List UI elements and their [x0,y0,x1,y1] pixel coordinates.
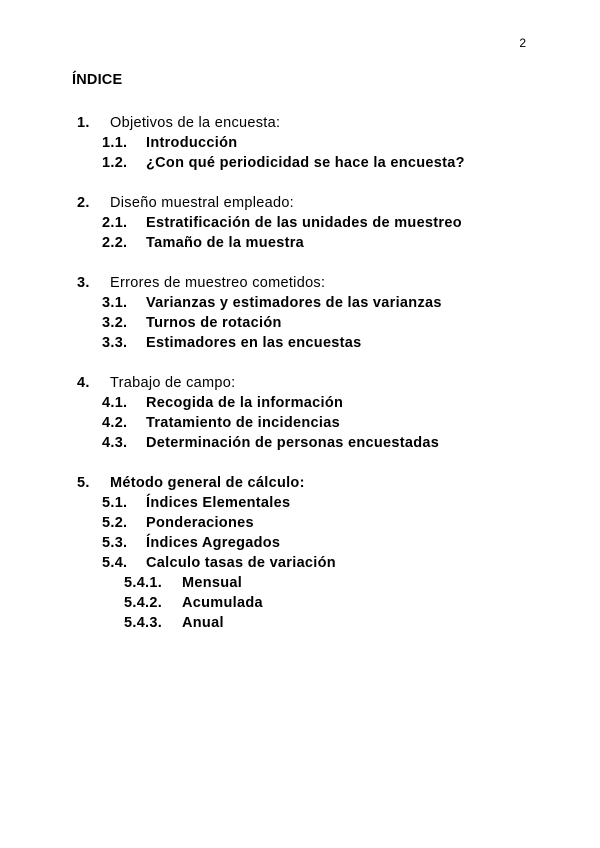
toc-subentry [0,133,600,153]
toc-entry-label: Objetivos de la encuesta: [110,115,281,131]
toc-subentry [0,393,600,413]
toc-subentry-number: 1.2. [102,155,128,171]
toc-entry-number: 5. [77,475,90,491]
toc-subentry [0,493,600,513]
toc-subentry-label: Tratamiento de incidencias [146,415,340,431]
toc-subsubentry-label: Mensual [182,575,243,591]
toc-subentry-number: 4.1. [102,395,128,411]
toc-subentry-label: Estimadores en las encuestas [146,335,362,351]
toc-entry-label: Errores de muestreo cometidos: [110,275,326,291]
toc-entry-label: Trabajo de campo: [110,375,236,391]
toc-entry [0,193,600,213]
toc-subentry [0,533,600,553]
toc-subentry [0,513,600,533]
toc-entry [0,273,600,293]
toc-subentry-label: Determinación de personas encuestadas [146,435,440,451]
toc-entry-number: 2. [77,195,90,211]
toc-section-4 [0,373,600,453]
toc-subentry-number: 5.3. [102,535,128,551]
toc-subentry-number: 5.1. [102,495,128,511]
toc-subentry-number: 3.3. [102,335,128,351]
toc-subsubentry-number: 5.4.2. [124,595,163,611]
toc-subentry-label: Índices Agregados [146,535,281,551]
toc-subentry-number: 1.1. [102,135,128,151]
toc-subentry [0,413,600,433]
toc-subentry-label: ¿Con qué periodicidad se hace la encuesta? [146,155,465,171]
toc-entry [0,473,600,493]
toc-subentry [0,553,600,573]
toc-subsubentry-number: 5.4.1. [124,575,163,591]
toc-subentry [0,153,600,173]
toc-section-5 [0,473,600,633]
toc-subsubentry-number: 5.4.3. [124,615,163,631]
toc-subentry-number: 2.1. [102,215,128,231]
toc-entry-number: 4. [77,375,90,391]
toc-subentry [0,433,600,453]
toc-entry-number: 3. [77,275,90,291]
toc-subentry-label: Introducción [146,135,238,151]
toc-subentry-number: 4.2. [102,415,128,431]
toc-subsubentry [0,593,600,613]
toc-subsubentry [0,613,600,633]
page-number: 2 [519,36,526,50]
toc-subentry-number: 3.2. [102,315,128,331]
toc-subentry-label: Estratificación de las unidades de muestreo [146,215,462,231]
toc-subsubentry-label: Anual [182,615,224,631]
toc-subentry-label: Turnos de rotación [146,315,282,331]
toc-entry-number: 1. [77,115,90,131]
toc-subsubentry-label: Acumulada [182,595,263,611]
toc-section-2 [0,193,600,253]
toc-subentry-number: 2.2. [102,235,128,251]
toc-subentry-number: 3.1. [102,295,128,311]
toc-entry [0,373,600,393]
toc-subentry-label: Varianzas y estimadores de las varianzas [146,295,442,311]
toc-subentry-label: Calculo tasas de variación [146,555,336,571]
toc-subentry-label: Recogida de la información [146,395,344,411]
toc-subentry-label: Índices Elementales [146,495,291,511]
toc-subentry [0,213,600,233]
toc-subentry [0,313,600,333]
toc-entry-label: Método general de cálculo: [110,475,305,491]
toc-entry-label: Diseño muestral empleado: [110,195,295,211]
toc-subentry [0,293,600,313]
toc-subentry-number: 4.3. [102,435,128,451]
toc-subentry-number: 5.4. [102,555,128,571]
toc-entry [0,113,600,133]
toc-subsubentry [0,573,600,593]
toc-subentry-label: Ponderaciones [146,515,254,531]
toc-section-3 [0,273,600,353]
toc-subentry [0,233,600,253]
table-of-contents [0,113,600,653]
toc-subentry-label: Tamaño de la muestra [146,235,305,251]
toc-subentry-number: 5.2. [102,515,128,531]
toc-section-1 [0,113,600,173]
toc-subentry [0,333,600,353]
index-title: ÍNDICE [72,72,123,88]
